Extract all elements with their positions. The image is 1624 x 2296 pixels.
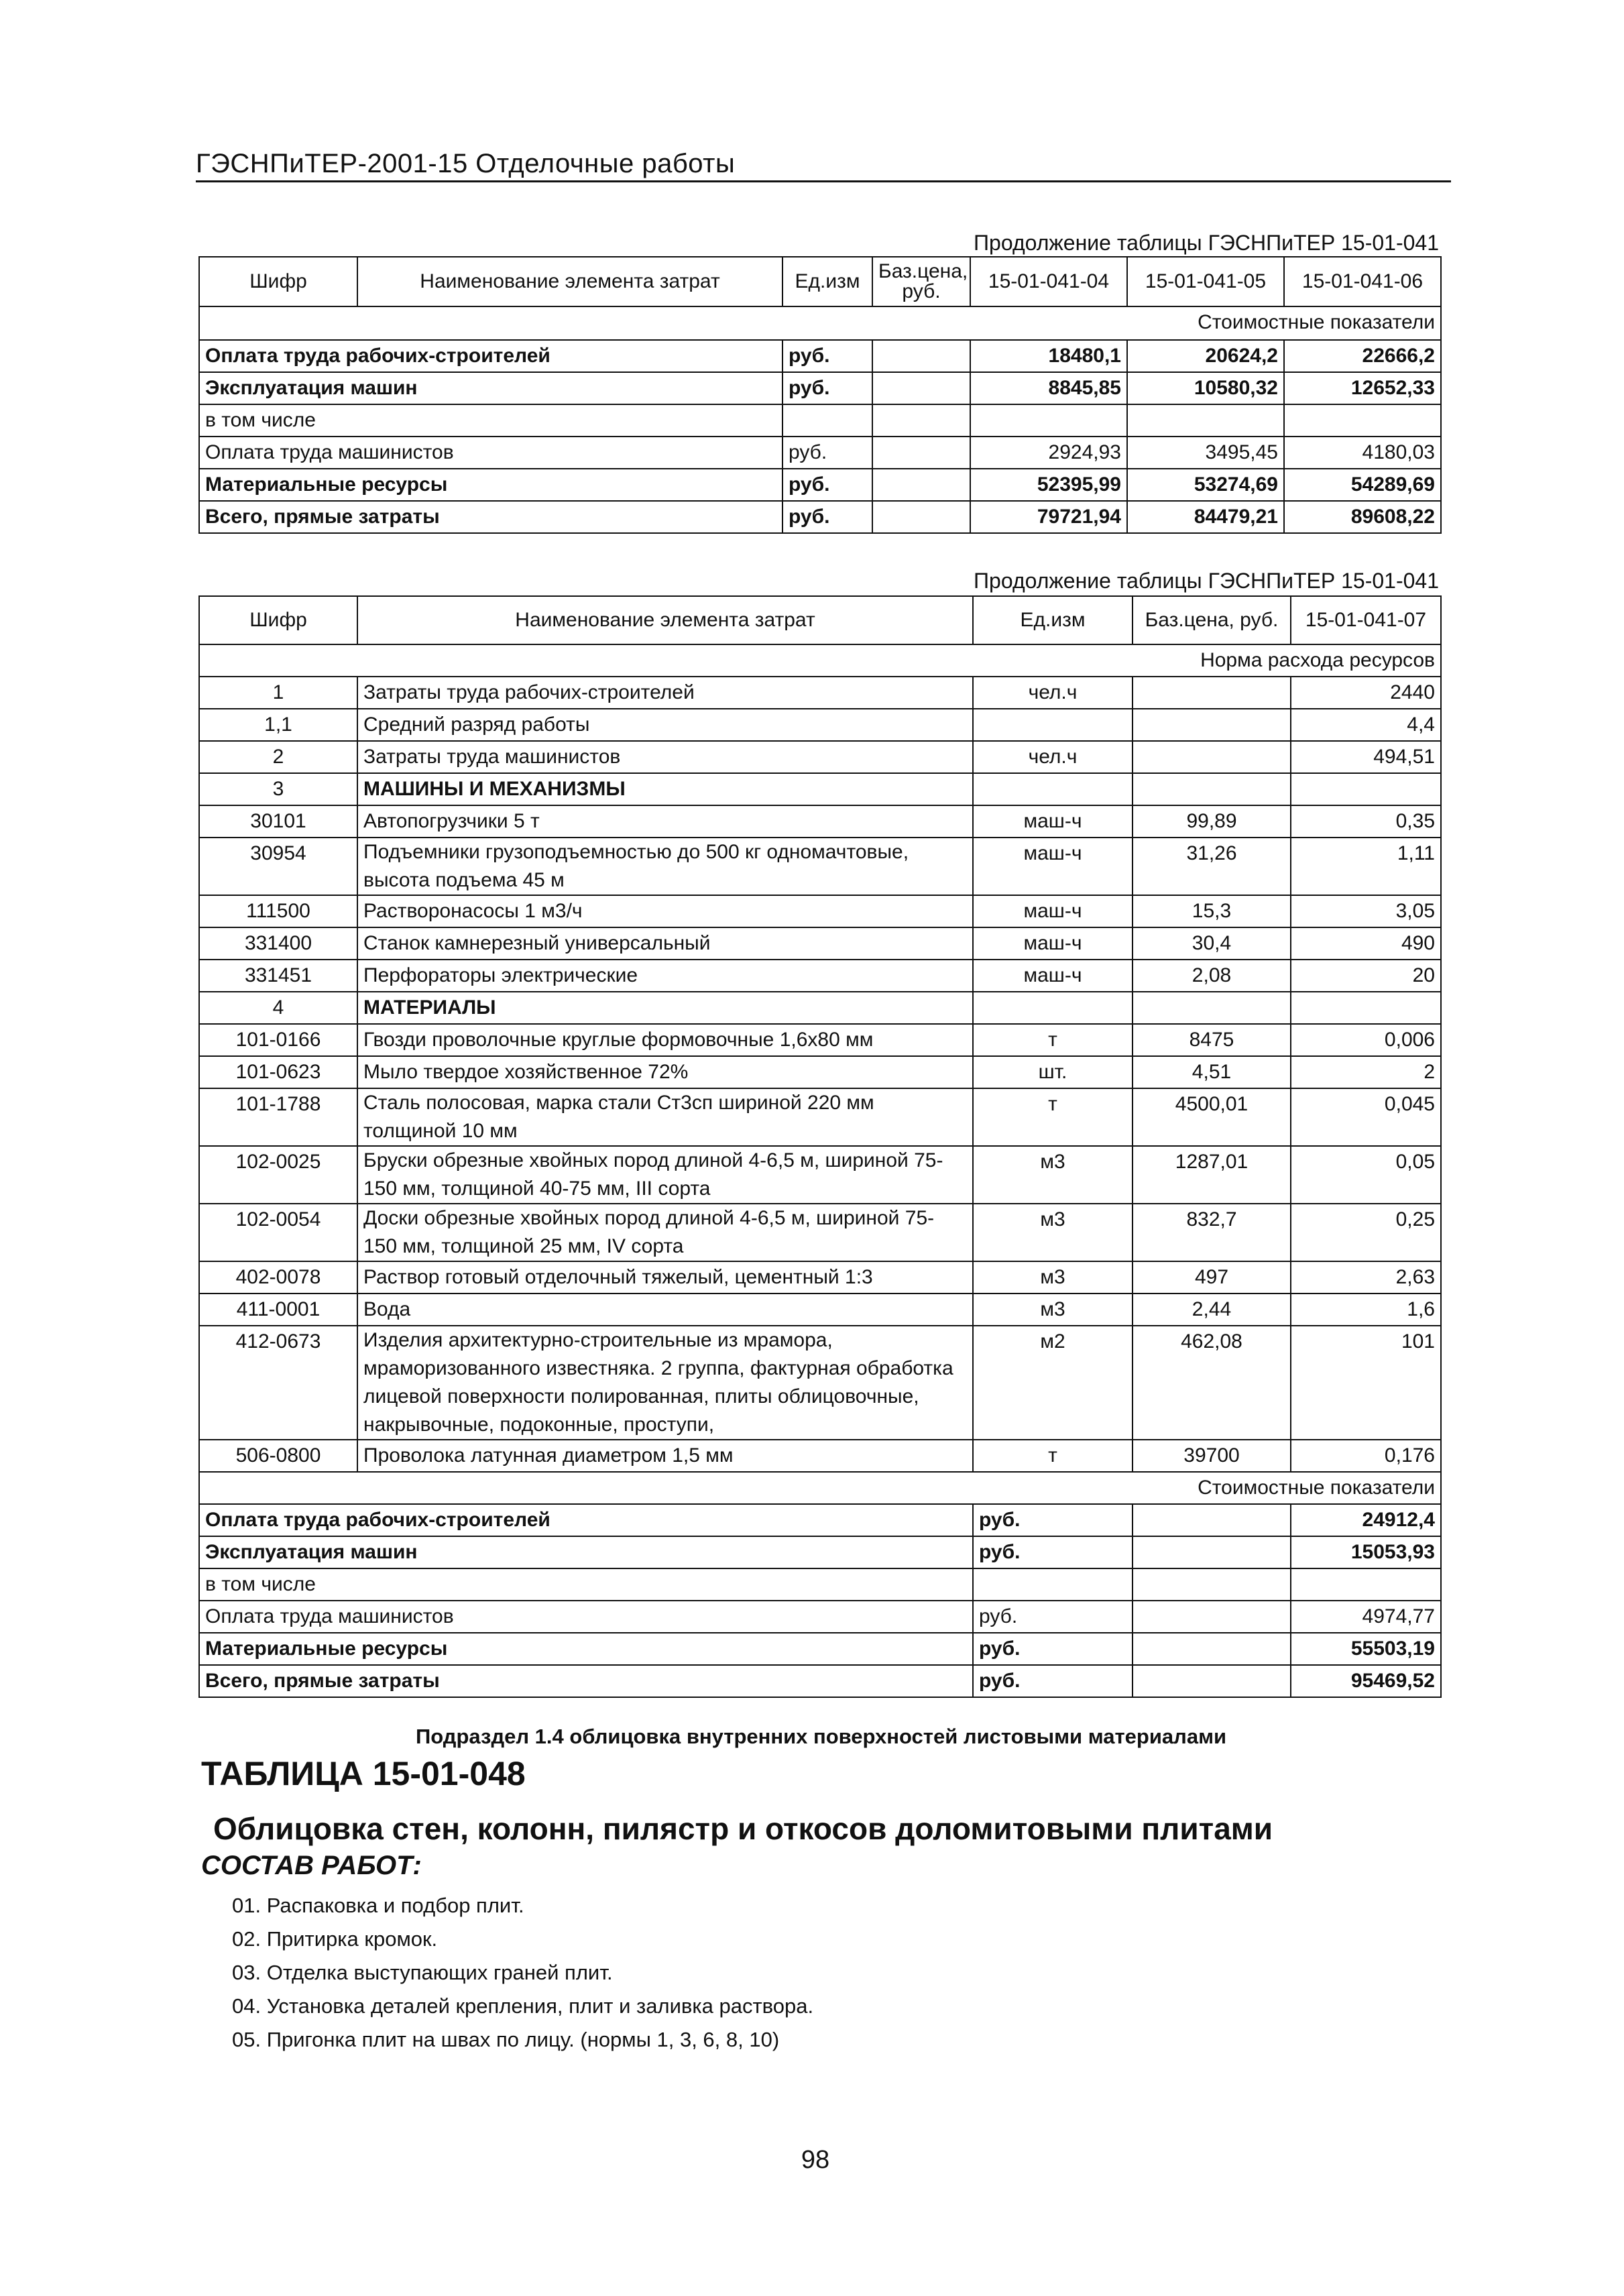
- row-value: 1,6: [1291, 1294, 1441, 1326]
- row-value: 3495,45: [1127, 437, 1284, 469]
- row-price: 497: [1133, 1261, 1291, 1294]
- row-value: 8845,85: [970, 372, 1127, 404]
- row-price: 8475: [1133, 1024, 1291, 1056]
- row-name: Затраты труда рабочих-строителей: [357, 677, 973, 709]
- row-code: 101-0166: [199, 1024, 357, 1056]
- row-value: 52395,99: [970, 469, 1127, 501]
- row-name: Автопогрузчики 5 т: [357, 805, 973, 838]
- row-code: 411-0001: [199, 1294, 357, 1326]
- row-value: 2: [1291, 1056, 1441, 1088]
- row-unit: м3: [973, 1294, 1133, 1326]
- row-name: Изделия архитектурно-строительные из мрамора, мраморизованного известняка. 2 группа, фактурная обработка лицевой поверхности полированная, плиты облицовочные, накрывочные, подоконные, проступи,: [357, 1326, 973, 1440]
- table2-row: [199, 1146, 1441, 1204]
- row-unit: шт.: [973, 1056, 1133, 1088]
- subsection-title: Подраздел 1.4 облицовка внутренних поверхностей листовыми материалами: [416, 1725, 1227, 1748]
- row-value: 1,11: [1291, 838, 1441, 895]
- row-code: 402-0078: [199, 1261, 357, 1294]
- table2-row: [199, 992, 1441, 1024]
- row-code: 4: [199, 992, 357, 1024]
- cost-unit: [973, 1568, 1133, 1601]
- row-unit: руб.: [782, 501, 872, 533]
- row-price: 832,7: [1133, 1204, 1291, 1261]
- row-price: [1133, 741, 1291, 773]
- cost-unit: руб.: [973, 1633, 1133, 1665]
- cost-name: Материальные ресурсы: [199, 1633, 973, 1665]
- row-price: 31,26: [1133, 838, 1291, 895]
- row-name: Всего, прямые затраты: [199, 501, 782, 533]
- table1: [198, 256, 1442, 534]
- row-value: 490: [1291, 927, 1441, 960]
- row-value: [1291, 773, 1441, 805]
- work-item: 01. Распаковка и подбор плит.: [232, 1894, 524, 1917]
- row-price: 4,51: [1133, 1056, 1291, 1088]
- row-unit: [973, 709, 1133, 741]
- row-value: 0,176: [1291, 1440, 1441, 1472]
- works-title: СОСТАВ РАБОТ:: [201, 1851, 422, 1880]
- row-value: 10580,32: [1127, 372, 1284, 404]
- row-name: Растворонасосы 1 м3/ч: [357, 895, 973, 927]
- row-value: 2924,93: [970, 437, 1127, 469]
- col-header-price: Баз.цена, руб.: [872, 257, 970, 306]
- table1-header-row: [199, 257, 1441, 306]
- row-value: 89608,22: [1284, 501, 1441, 533]
- row-name: Мыло твердое хозяйственное 72%: [357, 1056, 973, 1088]
- table2-row: [199, 1326, 1441, 1440]
- row-value: 84479,21: [1127, 501, 1284, 533]
- row-price: 4500,01: [1133, 1088, 1291, 1146]
- row-name: Материальные ресурсы: [199, 469, 782, 501]
- table2-row: [199, 1440, 1441, 1472]
- row-name: Затраты труда машинистов: [357, 741, 973, 773]
- row-name: Гвозди проволочные круглые формовочные 1,6х80 мм: [357, 1024, 973, 1056]
- cost-label: Стоимостные показатели: [199, 1472, 1441, 1504]
- page-number: 98: [801, 2146, 830, 2174]
- row-unit: маш-ч: [973, 960, 1133, 992]
- cost-name: Эксплуатация машин: [199, 1536, 973, 1568]
- cost-name: в том числе: [199, 1568, 973, 1601]
- row-unit: маш-ч: [973, 805, 1133, 838]
- row-value: 4180,03: [1284, 437, 1441, 469]
- table2-header-row: [199, 596, 1441, 644]
- row-value: 3,05: [1291, 895, 1441, 927]
- table2-caption: Продолжение таблицы ГЭСНПиТЕР 15-01-041: [974, 569, 1439, 593]
- cost-name: Всего, прямые затраты: [199, 1665, 973, 1697]
- row-price: [1133, 677, 1291, 709]
- work-item: 03. Отделка выступающих граней плит.: [232, 1961, 613, 1984]
- row-code: 2: [199, 741, 357, 773]
- row-price: [872, 437, 970, 469]
- row-price: 15,3: [1133, 895, 1291, 927]
- row-price: [872, 469, 970, 501]
- row-name: Подъемники грузоподъемностью до 500 кг одномачтовые, высота подъема 45 м: [357, 838, 973, 895]
- row-value: 20624,2: [1127, 340, 1284, 372]
- table2-row: [199, 677, 1441, 709]
- col-header-unit: Ед.изм: [973, 596, 1133, 644]
- row-unit: маш-ч: [973, 927, 1133, 960]
- row-price: 2,08: [1133, 960, 1291, 992]
- section-heading: Облицовка стен, колонн, пилястр и откосов доломитовыми плитами: [213, 1811, 1273, 1846]
- col-header-price: Баз.цена, руб.: [1133, 596, 1291, 644]
- row-code: 30954: [199, 838, 357, 895]
- row-unit: [973, 992, 1133, 1024]
- section-label: Стоимостные показатели: [199, 306, 1441, 340]
- row-code: 102-0054: [199, 1204, 357, 1261]
- row-unit: руб.: [782, 340, 872, 372]
- row-name: Раствор готовый отделочный тяжелый, цементный 1:3: [357, 1261, 973, 1294]
- row-name: Перфораторы электрические: [357, 960, 973, 992]
- table2-row: [199, 895, 1441, 927]
- table1-row: [199, 340, 1441, 372]
- row-value: 79721,94: [970, 501, 1127, 533]
- row-value: [970, 404, 1127, 437]
- table1-row: [199, 501, 1441, 533]
- table2-row: [199, 838, 1441, 895]
- table2-row: [199, 927, 1441, 960]
- table2-cost-row: [199, 1504, 1441, 1536]
- row-unit: т: [973, 1088, 1133, 1146]
- table2-row: [199, 741, 1441, 773]
- row-unit: м3: [973, 1261, 1133, 1294]
- row-price: [1133, 773, 1291, 805]
- row-code: 331451: [199, 960, 357, 992]
- row-code: 412-0673: [199, 1326, 357, 1440]
- col-header-name: Наименование элемента затрат: [357, 257, 782, 306]
- table2-row: [199, 960, 1441, 992]
- col-header-code: Шифр: [199, 257, 357, 306]
- row-value: 2,63: [1291, 1261, 1441, 1294]
- table2-cost-label-row: [199, 1472, 1441, 1504]
- row-code: 101-1788: [199, 1088, 357, 1146]
- row-price: [872, 404, 970, 437]
- table2-row: [199, 1261, 1441, 1294]
- row-name: Эксплуатация машин: [199, 372, 782, 404]
- row-value: 0,006: [1291, 1024, 1441, 1056]
- row-value: [1284, 404, 1441, 437]
- row-price: 462,08: [1133, 1326, 1291, 1440]
- row-name: Оплата труда машинистов: [199, 437, 782, 469]
- row-price: [1133, 709, 1291, 741]
- row-value: 22666,2: [1284, 340, 1441, 372]
- row-name: МАШИНЫ И МЕХАНИЗМЫ: [357, 773, 973, 805]
- cost-unit: руб.: [973, 1504, 1133, 1536]
- row-name: Доски обрезные хвойных пород длиной 4-6,5 м, шириной 75-150 мм, толщиной 25 мм, IV сорта: [357, 1204, 973, 1261]
- row-unit: т: [973, 1024, 1133, 1056]
- col-header-041-05: 15-01-041-05: [1127, 257, 1284, 306]
- table2-row: [199, 1088, 1441, 1146]
- cost-value: 95469,52: [1291, 1665, 1441, 1697]
- table1-caption: Продолжение таблицы ГЭСНПиТЕР 15-01-041: [974, 231, 1439, 255]
- row-unit: руб.: [782, 469, 872, 501]
- row-value: 494,51: [1291, 741, 1441, 773]
- row-value: [1127, 404, 1284, 437]
- table2-cost-row: [199, 1665, 1441, 1697]
- row-unit: т: [973, 1440, 1133, 1472]
- row-value: 0,35: [1291, 805, 1441, 838]
- cost-value: [1291, 1568, 1441, 1601]
- col-header-041-07: 15-01-041-07: [1291, 596, 1441, 644]
- row-code: 30101: [199, 805, 357, 838]
- row-value: [1291, 992, 1441, 1024]
- row-value: 18480,1: [970, 340, 1127, 372]
- row-value: 4,4: [1291, 709, 1441, 741]
- row-name: Станок камнерезный универсальный: [357, 927, 973, 960]
- row-value: 53274,69: [1127, 469, 1284, 501]
- row-unit: руб.: [782, 437, 872, 469]
- table2-row: [199, 1024, 1441, 1056]
- table1-row: [199, 469, 1441, 501]
- row-name: Бруски обрезные хвойных пород длиной 4-6,5 м, шириной 75-150 мм, толщиной 40-75 мм, III сорта: [357, 1146, 973, 1204]
- cost-unit: руб.: [973, 1536, 1133, 1568]
- cost-value: 24912,4: [1291, 1504, 1441, 1536]
- row-code: 3: [199, 773, 357, 805]
- row-value: 0,045: [1291, 1088, 1441, 1146]
- col-header-041-04: 15-01-041-04: [970, 257, 1127, 306]
- row-unit: [973, 773, 1133, 805]
- row-name: в том числе: [199, 404, 782, 437]
- row-code: 1,1: [199, 709, 357, 741]
- cost-value: 15053,93: [1291, 1536, 1441, 1568]
- table2-row: [199, 1294, 1441, 1326]
- row-price: 39700: [1133, 1440, 1291, 1472]
- col-header-unit: Ед.изм: [782, 257, 872, 306]
- table2-cost-row: [199, 1633, 1441, 1665]
- work-item: 02. Притирка кромок.: [232, 1927, 438, 1951]
- table2-row: [199, 805, 1441, 838]
- table2-row: [199, 709, 1441, 741]
- cost-value: 55503,19: [1291, 1633, 1441, 1665]
- table2-cost-row: [199, 1568, 1441, 1601]
- row-code: 101-0623: [199, 1056, 357, 1088]
- row-code: 506-0800: [199, 1440, 357, 1472]
- row-price: 30,4: [1133, 927, 1291, 960]
- table2-row: [199, 773, 1441, 805]
- row-price: [872, 501, 970, 533]
- row-name: Проволока латунная диаметром 1,5 мм: [357, 1440, 973, 1472]
- work-item: 05. Пригонка плит на швах по лицу. (нормы 1, 3, 6, 8, 10): [232, 2028, 780, 2051]
- table1-row: [199, 437, 1441, 469]
- table2-norm-row: [199, 644, 1441, 677]
- row-price: 1287,01: [1133, 1146, 1291, 1204]
- row-unit: [782, 404, 872, 437]
- row-code: 1: [199, 677, 357, 709]
- row-unit: м3: [973, 1146, 1133, 1204]
- table2-row: [199, 1056, 1441, 1088]
- cost-value: 4974,77: [1291, 1601, 1441, 1633]
- table2-cost-row: [199, 1601, 1441, 1633]
- row-value: 2440: [1291, 677, 1441, 709]
- table1-row: [199, 372, 1441, 404]
- row-unit: руб.: [782, 372, 872, 404]
- row-value: 20: [1291, 960, 1441, 992]
- row-unit: маш-ч: [973, 838, 1133, 895]
- table-title: ТАБЛИЦА 15-01-048: [201, 1755, 526, 1792]
- row-unit: чел.ч: [973, 741, 1133, 773]
- row-code: 331400: [199, 927, 357, 960]
- row-value: 0,25: [1291, 1204, 1441, 1261]
- row-name: Вода: [357, 1294, 973, 1326]
- table2-cost-row: [199, 1536, 1441, 1568]
- col-header-name: Наименование элемента затрат: [357, 596, 973, 644]
- col-header-code: Шифр: [199, 596, 357, 644]
- table2: [198, 595, 1442, 1698]
- row-value: 54289,69: [1284, 469, 1441, 501]
- row-name: Оплата труда рабочих-строителей: [199, 340, 782, 372]
- cost-name: Оплата труда рабочих-строителей: [199, 1504, 973, 1536]
- row-code: 102-0025: [199, 1146, 357, 1204]
- row-price: 2,44: [1133, 1294, 1291, 1326]
- row-value: 12652,33: [1284, 372, 1441, 404]
- page-header: ГЭСНПиТЕР-2001-15 Отделочные работы: [196, 149, 1451, 182]
- row-price: [872, 372, 970, 404]
- row-name: Средний разряд работы: [357, 709, 973, 741]
- work-item: 04. Установка деталей крепления, плит и заливка раствора.: [232, 1994, 814, 2018]
- row-unit: м3: [973, 1204, 1133, 1261]
- row-price: [872, 340, 970, 372]
- cost-unit: руб.: [973, 1665, 1133, 1697]
- table1-section-row: [199, 306, 1441, 340]
- row-code: 111500: [199, 895, 357, 927]
- norm-label: Норма расхода ресурсов: [199, 644, 1441, 677]
- row-name: МАТЕРИАЛЫ: [357, 992, 973, 1024]
- row-name: Сталь полосовая, марка стали Ст3сп шириной 220 мм толщиной 10 мм: [357, 1088, 973, 1146]
- cost-name: Оплата труда машинистов: [199, 1601, 973, 1633]
- row-price: [1133, 992, 1291, 1024]
- row-value: 0,05: [1291, 1146, 1441, 1204]
- table1-row: [199, 404, 1441, 437]
- col-header-041-06: 15-01-041-06: [1284, 257, 1441, 306]
- row-unit: маш-ч: [973, 895, 1133, 927]
- row-unit: м2: [973, 1326, 1133, 1440]
- row-price: 99,89: [1133, 805, 1291, 838]
- row-unit: чел.ч: [973, 677, 1133, 709]
- row-value: 101: [1291, 1326, 1441, 1440]
- cost-unit: руб.: [973, 1601, 1133, 1633]
- table2-row: [199, 1204, 1441, 1261]
